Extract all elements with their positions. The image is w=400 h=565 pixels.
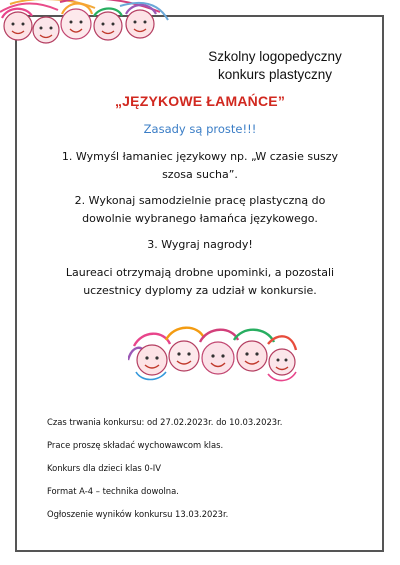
subtitle-line-1: Szkolny logopedyczny xyxy=(208,49,342,64)
info-results: Ogłoszenie wyników konkursu 13.03.2023r. xyxy=(47,509,229,519)
info-dates: Czas trwania konkursu: od 27.02.2023r. do 10.03.2023r. xyxy=(47,417,283,427)
prizes-line-2: uczestnicy dyplomy za udział w konkursie. xyxy=(83,284,317,297)
prizes-text xyxy=(40,264,360,300)
rule-1-line-2: szosa sucha”. xyxy=(162,168,238,181)
rule-3 xyxy=(40,236,360,254)
rule-2-line-2: dowolnie wybranego łamańca językowego. xyxy=(82,212,318,225)
middle-kids-illustration xyxy=(128,326,298,386)
rule-2 xyxy=(40,192,360,228)
top-kids-illustration xyxy=(0,0,170,48)
rule-1-line-1: 1. Wymyśl łamaniec językowy np. „W czasie suszy xyxy=(61,150,339,163)
info-format: Format A-4 – technika dowolna. xyxy=(47,486,179,496)
rule-3-line-1: 3. Wygraj nagrody! xyxy=(147,238,253,251)
contest-subtitle xyxy=(175,48,375,84)
rule-2-line-1: 2. Wykonaj samodzielnie pracę plastyczną do xyxy=(74,194,326,207)
contest-title: „JĘZYKOWE ŁAMAŃCE” xyxy=(114,93,286,109)
prizes-line-1: Laureaci otrzymają drobne upominki, a pozostali xyxy=(65,266,335,279)
info-submission: Prace proszę składać wychowawcom klas. xyxy=(47,440,224,450)
info-audience: Konkurs dla dzieci klas 0-IV xyxy=(47,463,161,473)
rules-intro: Zasady są proste!!! xyxy=(143,122,257,136)
subtitle-line-2: konkurs plastyczny xyxy=(217,67,333,82)
rule-1 xyxy=(40,148,360,184)
